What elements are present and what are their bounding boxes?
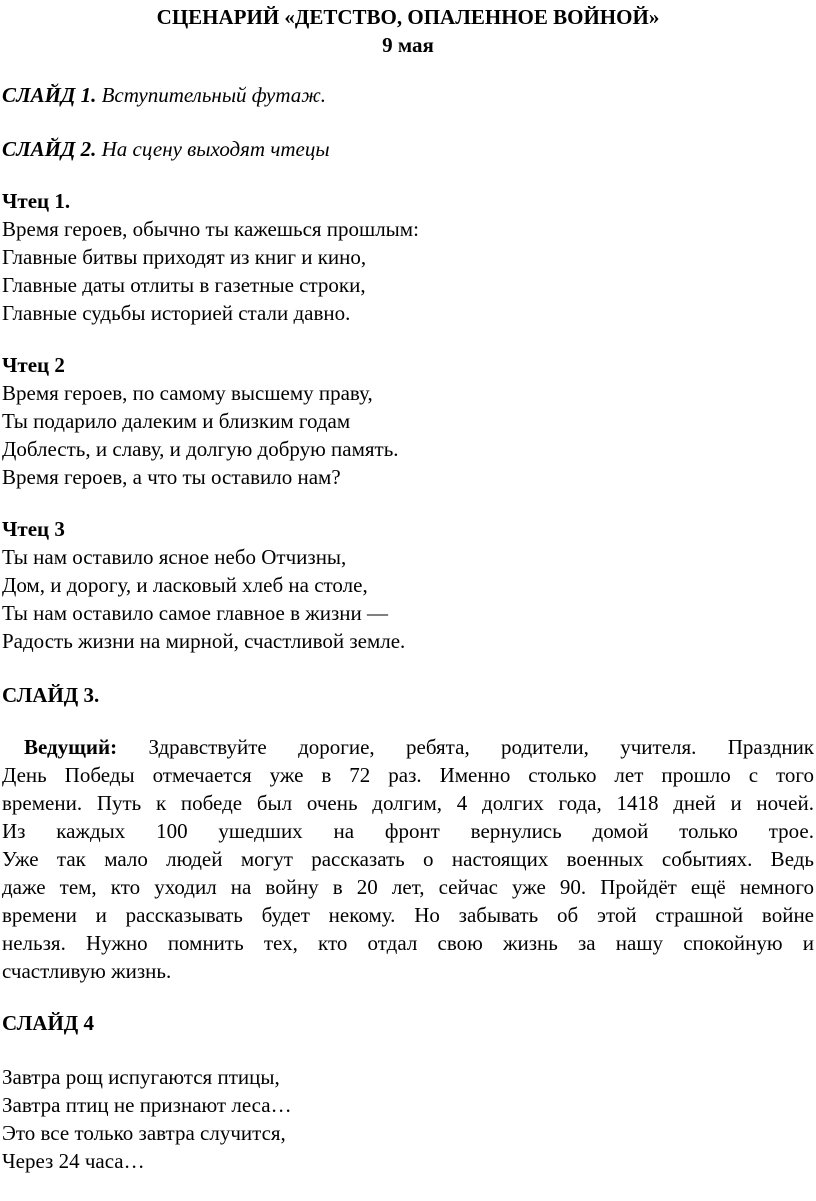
reader-3-line: Ты нам оставило самое главное в жизни —: [2, 601, 388, 625]
host-paragraph-line: [2, 734, 814, 760]
reader-2-label: Чтец 2: [2, 353, 65, 377]
slide-3-heading: СЛАЙД 3.: [2, 683, 100, 707]
slide-4-line: Завтра рощ испугаются птицы,: [2, 1065, 280, 1089]
host-speech-line: Из каждых 100 ушедших на фронт вернулись домой только трое.: [2, 819, 814, 843]
host-speech-line: Здравствуйте дорогие, ребята, родители, учителя. Праздник: [148, 735, 815, 759]
host-speech-line: Уже так мало людей могут рассказать о настоящих военных событиях. Ведь: [2, 847, 814, 871]
slide-4-heading: СЛАЙД 4: [2, 1011, 94, 1035]
host-speech-line: День Победы отмечается уже в 72 раз. Именно столько лет прошло с того: [2, 763, 814, 787]
host-label: Ведущий:: [24, 735, 118, 759]
reader-1-line: Время героев, обычно ты кажешься прошлым:: [2, 217, 419, 241]
host-speech-line: времени. Путь к победе был очень долгим, 4 долгих года, 1418 дней и ночей.: [2, 791, 814, 815]
slide-4-line: Это все только завтра случится,: [2, 1121, 286, 1145]
slide-1-heading: [2, 82, 326, 108]
host-speech-line: счастливую жизнь.: [2, 959, 172, 983]
reader-2-line: Время героев, а что ты оставило нам?: [2, 465, 341, 489]
reader-3-line: Радость жизни на мирной, счастливой земле.: [2, 629, 406, 653]
slide-2-heading: [2, 136, 330, 162]
host-speech-line: нельзя. Нужно помнить тех, кто отдал свою жизнь за нашу спокойную и: [2, 931, 814, 955]
reader-1-label: Чтец 1.: [2, 189, 71, 213]
host-speech-line: времени и рассказывать будет некому. Но забывать об этой страшной войне: [2, 903, 814, 927]
reader-3-line: Ты нам оставило ясное небо Отчизны,: [2, 545, 347, 569]
slide-4-line: Завтра птиц не признают леса…: [2, 1093, 292, 1117]
document-date: 9 мая: [382, 33, 434, 57]
host-speech-line: даже тем, кто уходил на войну в 20 лет, сейчас уже 90. Пройдёт ещё немного: [2, 875, 814, 899]
slide-1-text: Вступительный футаж.: [101, 83, 327, 107]
document-title: СЦЕНАРИЙ «ДЕТСТВО, ОПАЛЕННОЕ ВОЙНОЙ»: [156, 5, 660, 29]
slide-2-label: СЛАЙД 2.: [2, 137, 97, 161]
reader-2-line: Ты подарило далеким и близким годам: [2, 409, 351, 433]
slide-4-line: Через 24 часа…: [2, 1149, 145, 1173]
reader-1-line: Главные даты отлиты в газетные строки,: [2, 273, 366, 297]
reader-3-label: Чтец 3: [2, 517, 65, 541]
reader-1-line: Главные судьбы историей стали давно.: [2, 301, 351, 325]
slide-1-label: СЛАЙД 1.: [2, 83, 97, 107]
reader-1-line: Главные битвы приходят из книг и кино,: [2, 245, 367, 269]
reader-2-line: Время героев, по самому высшему праву,: [2, 381, 373, 405]
reader-3-line: Дом, и дорогу, и ласковый хлеб на столе,: [2, 573, 368, 597]
slide-2-text: На сцену выходят чтецы: [101, 137, 330, 161]
reader-2-line: Доблесть, и славу, и долгую добрую память.: [2, 437, 399, 461]
